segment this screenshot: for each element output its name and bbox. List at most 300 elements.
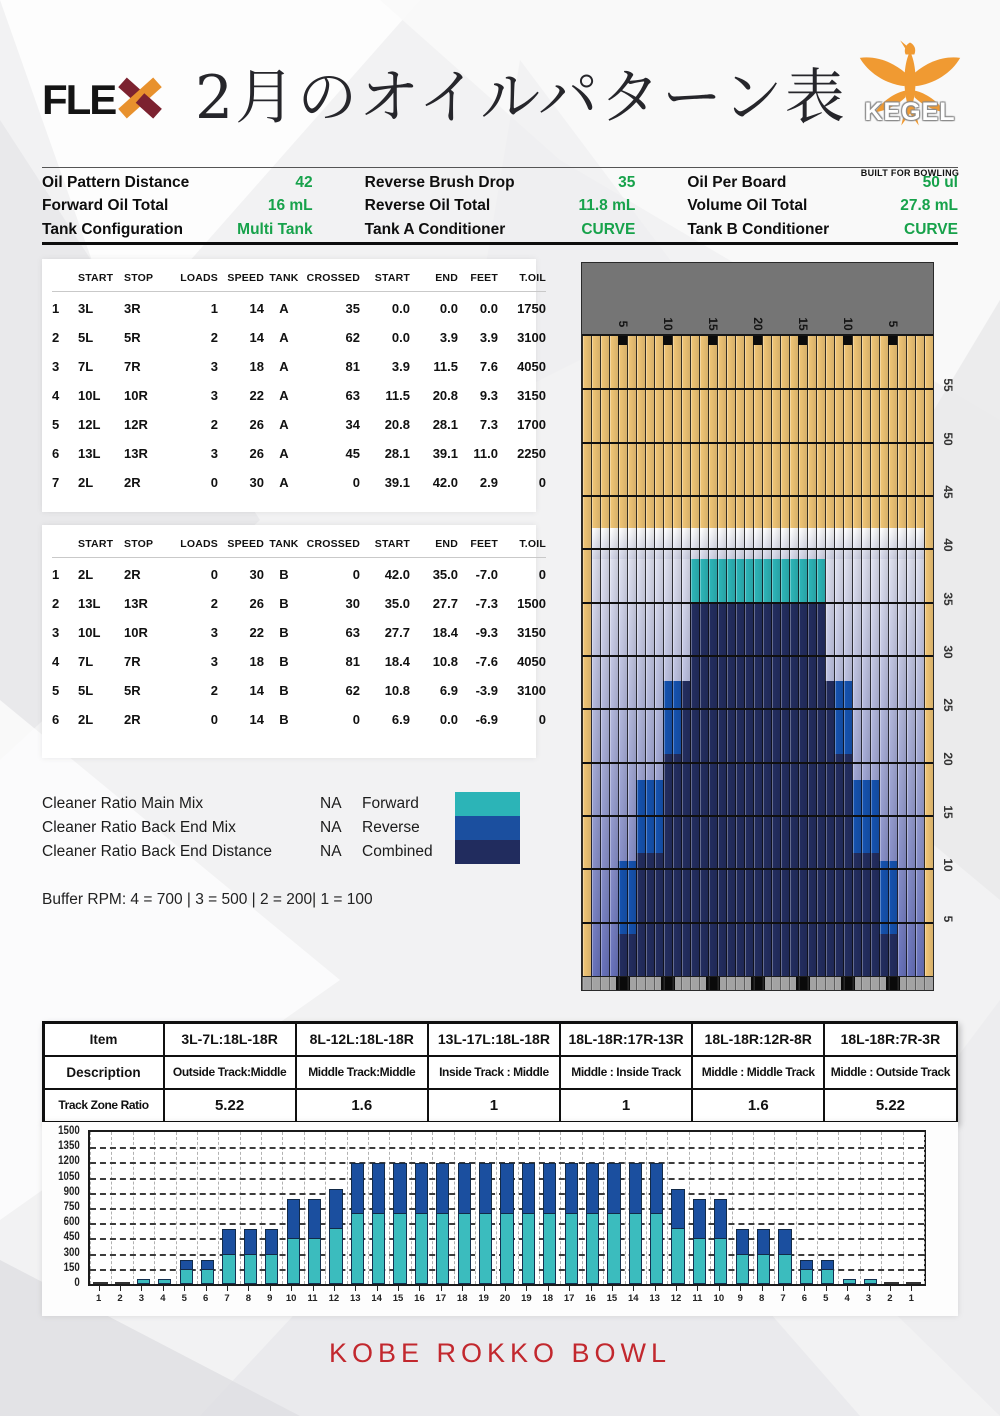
- bar-forward: [415, 1213, 428, 1284]
- info-cell: [42, 195, 313, 219]
- column-header: T.OIL: [519, 272, 546, 284]
- chart-bar-slot: [539, 1132, 560, 1284]
- header-rule: [52, 291, 546, 292]
- chart-bar-slot: [860, 1132, 881, 1284]
- chart-bar-slot: [496, 1132, 517, 1284]
- table-cell: 63: [345, 625, 360, 640]
- info-label: Tank Configuration: [42, 220, 183, 238]
- lane-zone-reverse: [663, 681, 681, 755]
- bar-forward: [329, 1228, 342, 1284]
- track-item-cell: 8L-12L:18L-18R: [297, 1024, 427, 1055]
- lane-zone-white_band: [591, 528, 924, 559]
- legend-label: Combined: [362, 843, 433, 860]
- chart-x-tick: [655, 1285, 656, 1291]
- table-cell: -3.9: [475, 683, 498, 698]
- bar-forward: [543, 1213, 556, 1284]
- chart-y-label: 600: [63, 1215, 80, 1229]
- chart-x-label: 6: [801, 1293, 808, 1304]
- column-header: T.OIL: [519, 538, 546, 550]
- table-cell: 5: [52, 683, 60, 698]
- chart-x-tick: [869, 1285, 870, 1291]
- distance-line-15: [582, 815, 933, 817]
- table-cell: 1500: [517, 596, 546, 611]
- info-label: Tank B Conditioner: [687, 220, 830, 238]
- chart-x-tick: [441, 1285, 442, 1291]
- table-cell: 30: [249, 567, 264, 582]
- table-cell: 3: [210, 359, 218, 374]
- bar-forward: [500, 1213, 513, 1284]
- page-title: 2月のオイルパターン表: [195, 63, 847, 133]
- chart-bar-slot: [111, 1132, 132, 1284]
- column-header: START: [78, 538, 114, 550]
- table-cell: 2R: [124, 567, 141, 582]
- bar-reverse: [800, 1260, 813, 1270]
- board-notch: [708, 336, 717, 345]
- bar-forward: [778, 1254, 791, 1284]
- track-row-header: Track Zone Ratio: [45, 1090, 163, 1121]
- table-cell: 2: [52, 596, 60, 611]
- table-cell: 42.0: [384, 567, 410, 582]
- table-cell: 5: [52, 417, 60, 432]
- table-cell: B: [279, 625, 289, 640]
- info-label: Oil Pattern Distance: [42, 173, 190, 191]
- table-cell: 20.8: [432, 388, 458, 403]
- chart-bar-slot: [603, 1132, 624, 1284]
- lane-distance-label: 25: [941, 698, 955, 712]
- bar-forward: [671, 1228, 684, 1284]
- chart-x-label: 1: [908, 1293, 914, 1304]
- bar-forward: [287, 1238, 300, 1284]
- info-cell: [365, 218, 636, 242]
- bar-reverse: [629, 1163, 642, 1214]
- info-label: Reverse Brush Drop: [364, 173, 515, 191]
- table-cell: A: [279, 417, 289, 432]
- info-value: CURVE: [581, 220, 636, 238]
- table-cell: 18: [249, 359, 264, 374]
- table-cell: 5R: [124, 683, 141, 698]
- tank-a-table: [42, 259, 546, 512]
- chart-bar-slot: [667, 1132, 688, 1284]
- table-cell: 6: [52, 446, 60, 461]
- center-name: KOBE ROKKO BOWL: [328, 1338, 672, 1368]
- table-cell: 0: [352, 567, 360, 582]
- table-cell: 26: [249, 417, 264, 432]
- bar-forward: [821, 1269, 834, 1284]
- chart-x-tick: [783, 1285, 784, 1291]
- chart-x-tick: [804, 1285, 805, 1291]
- column-header: TANK: [269, 538, 299, 550]
- table-cell: A: [279, 388, 289, 403]
- bar-reverse: [479, 1163, 492, 1214]
- oil-distribution-chart: [42, 1122, 958, 1316]
- chart-bar-slot: [774, 1132, 795, 1284]
- chart-x-label: 7: [780, 1293, 786, 1304]
- table-cell: -9.3: [475, 625, 498, 640]
- track-item-cell: 18L-18R:12R-8R: [693, 1024, 823, 1055]
- table-cell: 1750: [517, 301, 546, 316]
- lane-zone-forward: [690, 559, 825, 603]
- table-cell: 14: [249, 301, 264, 316]
- chart-x-tick: [676, 1285, 677, 1291]
- table-cell: 0: [538, 475, 546, 490]
- info-value: 11.8 mL: [578, 197, 636, 215]
- chart-bar-slot: [881, 1132, 902, 1284]
- table-cell: 22: [249, 388, 264, 403]
- lane-distance-label: 35: [941, 591, 955, 606]
- table-cell: 4050: [517, 654, 546, 669]
- table-cell: A: [279, 330, 289, 345]
- track-item-cell: 18L-18R:7R-3R: [825, 1024, 955, 1055]
- bar-reverse: [351, 1163, 364, 1214]
- table-cell: 10L: [78, 625, 101, 640]
- chart-x-tick: [355, 1285, 356, 1291]
- bar-zero: [115, 1282, 130, 1284]
- table-cell: 35.0: [384, 596, 410, 611]
- chart-bar-slot: [625, 1132, 646, 1284]
- table-cell: 3: [210, 625, 218, 640]
- bar-forward: [800, 1269, 813, 1284]
- chart-x-tick: [890, 1285, 891, 1291]
- distance-line-20: [582, 762, 933, 764]
- bar-forward: [180, 1269, 193, 1284]
- bar-forward: [372, 1213, 385, 1284]
- table-cell: 5L: [78, 683, 94, 698]
- table-cell: B: [279, 567, 289, 582]
- chart-bar-slot: [518, 1132, 539, 1284]
- bar-reverse: [458, 1163, 471, 1214]
- bar-zero: [884, 1282, 899, 1284]
- chart-x-tick: [847, 1285, 848, 1291]
- chart-plot-area: [88, 1130, 926, 1286]
- table-cell: 2: [52, 330, 60, 345]
- chart-bar-slot: [560, 1132, 581, 1284]
- track-row-header: Item: [45, 1024, 163, 1055]
- chart-x-label: 1: [96, 1293, 102, 1304]
- track-ratio-cell: 1.6: [693, 1090, 823, 1121]
- table-cell: 0: [210, 712, 218, 727]
- table-cell: B: [279, 596, 289, 611]
- track-zone-table: [42, 1021, 958, 1123]
- bar-forward: [201, 1269, 214, 1284]
- chart-x-label: 3: [865, 1293, 872, 1304]
- column-header: [52, 265, 78, 291]
- table-cell: 10.8: [384, 683, 410, 698]
- buffer-rpm-note: Buffer RPM: 4 = 700 | 3 = 500 | 2 = 200| 1 = 100: [42, 891, 373, 908]
- bar-reverse: [287, 1199, 300, 1240]
- chart-bar-slot: [411, 1132, 432, 1284]
- chart-vgrid: [924, 1132, 925, 1284]
- lane-zone-combined: [690, 603, 825, 681]
- bar-reverse: [543, 1163, 556, 1214]
- chart-bar-slot: [838, 1132, 859, 1284]
- bar-reverse: [222, 1229, 235, 1254]
- table-cell: 11.0: [473, 446, 498, 461]
- table-cell: 22: [249, 625, 264, 640]
- table-cell: 27.7: [384, 625, 410, 640]
- bar-forward: [137, 1279, 150, 1284]
- table-cell: 2R: [124, 475, 141, 490]
- chart-x-label: 2: [117, 1293, 123, 1304]
- chart-bar-slot: [90, 1132, 111, 1284]
- bar-reverse: [821, 1260, 834, 1270]
- marker-dot: [616, 977, 630, 990]
- table-cell: 0: [538, 712, 546, 727]
- distance-line-25: [582, 708, 933, 710]
- bar-forward: [436, 1213, 449, 1284]
- bar-forward: [607, 1213, 620, 1284]
- column-header: LOADS: [180, 538, 218, 550]
- table-cell: 18.4: [384, 654, 410, 669]
- track-description-cell: Middle Track:Middle: [297, 1057, 427, 1088]
- chart-y-label: 150: [63, 1261, 80, 1275]
- column-header: CROSSED: [306, 272, 360, 284]
- distance-line-10: [582, 868, 933, 870]
- chart-x-tick: [227, 1285, 228, 1291]
- info-value: 27.8 mL: [900, 197, 958, 215]
- table-cell: 0: [538, 567, 546, 582]
- table-cell: 3150: [517, 388, 546, 403]
- chart-x-label: 19: [521, 1293, 532, 1304]
- table-cell: 2: [210, 596, 218, 611]
- table-cell: 26: [249, 596, 264, 611]
- column-header: FEET: [470, 538, 498, 550]
- column-header: CROSSED: [306, 538, 360, 550]
- bar-reverse: [436, 1163, 449, 1214]
- bar-reverse: [586, 1163, 599, 1214]
- track-description-cell: Middle : Middle Track: [693, 1057, 823, 1088]
- chart-bar-slot: [176, 1132, 197, 1284]
- distance-line-40: [582, 548, 933, 550]
- distance-line-5: [582, 922, 933, 924]
- kegel-logo-text: KEGEL: [864, 98, 956, 126]
- board-notch: [618, 336, 627, 345]
- info-cell: [365, 195, 636, 219]
- table-cell: 6: [52, 712, 60, 727]
- chart-y-label: 450: [63, 1231, 80, 1244]
- table-cell: 3150: [517, 625, 546, 640]
- info-value: 35: [618, 173, 636, 191]
- chart-x-label: 13: [350, 1293, 361, 1304]
- info-label: Oil Per Board: [687, 173, 787, 191]
- table-cell: 3: [210, 388, 218, 403]
- column-header: END: [435, 272, 458, 284]
- chart-x-label: 4: [160, 1293, 166, 1304]
- table-cell: B: [279, 683, 289, 698]
- table-cell: 20.8: [384, 417, 410, 432]
- info-rule-top: [42, 167, 958, 168]
- board-notch: [753, 336, 762, 345]
- tank-b-table: [42, 525, 546, 758]
- table-cell: 0.0: [479, 301, 498, 316]
- marker-dot: [886, 977, 900, 990]
- column-header: FEET: [470, 272, 498, 284]
- chart-x-label: 7: [224, 1293, 230, 1304]
- table-cell: 5L: [78, 330, 94, 345]
- marker-dot: [706, 977, 720, 990]
- table-cell: 11.5: [385, 388, 410, 403]
- chart-y-label: 900: [63, 1185, 80, 1199]
- bar-reverse: [650, 1163, 663, 1214]
- table-cell: 39.1: [384, 475, 410, 490]
- chart-x-tick: [612, 1285, 613, 1291]
- chart-x-tick: [526, 1285, 527, 1291]
- chart-x-label: 8: [245, 1293, 252, 1304]
- chart-bar-slot: [282, 1132, 303, 1284]
- table-cell: 0.0: [439, 712, 458, 727]
- table-cell: 26: [249, 446, 264, 461]
- chart-x-label: 15: [606, 1293, 618, 1304]
- chart-x-tick: [313, 1285, 314, 1291]
- cleaner-label: Cleaner Ratio Back End Distance: [42, 843, 273, 860]
- table-cell: 3100: [517, 330, 546, 345]
- table-cell: 62: [345, 330, 360, 345]
- table-cell: 14: [249, 330, 264, 345]
- distance-line-45: [582, 495, 933, 497]
- flex-logo: [42, 70, 202, 130]
- table-cell: 7L: [78, 359, 94, 374]
- table-cell: 3: [210, 446, 218, 461]
- cleaner-value: NA: [320, 819, 342, 836]
- distance-line-35: [582, 602, 933, 604]
- table-cell: 7L: [78, 654, 94, 669]
- bar-forward: [351, 1213, 364, 1284]
- chart-bar-slot: [710, 1132, 731, 1284]
- table-cell: 10R: [124, 625, 148, 640]
- pin-deck-board-number: 10: [660, 317, 675, 331]
- column-header: SPEED: [227, 272, 264, 284]
- chart-x-label: 19: [478, 1293, 489, 1304]
- chart-bar-slot: [389, 1132, 410, 1284]
- info-cell: [42, 171, 313, 195]
- chart-y-label: 1050: [58, 1170, 80, 1183]
- pin-deck-board-number: 5: [885, 320, 900, 328]
- bar-reverse: [201, 1260, 214, 1270]
- lane-distance-label: 50: [941, 431, 955, 446]
- chart-x-tick: [99, 1285, 100, 1291]
- table-cell: 2L: [78, 567, 94, 582]
- column-header: STOP: [124, 272, 154, 284]
- lane-distance-label: 40: [941, 538, 955, 552]
- distance-line-50: [582, 442, 933, 444]
- chart-x-label: 18: [456, 1293, 468, 1304]
- table-cell: 7.6: [479, 359, 498, 374]
- chart-x-tick: [569, 1285, 570, 1291]
- table-cell: -7.3: [475, 596, 498, 611]
- bar-forward: [864, 1279, 877, 1284]
- chart-bar-slot: [154, 1132, 175, 1284]
- table-cell: 5R: [124, 330, 141, 345]
- table-cell: A: [279, 475, 289, 490]
- table-cell: 7.3: [479, 417, 498, 432]
- board-notch: [663, 336, 672, 345]
- table-cell: 2R: [124, 712, 141, 727]
- bar-forward: [244, 1254, 257, 1284]
- table-cell: 3.9: [391, 359, 410, 374]
- kegel-logo-tagline: BUILT FOR BOWLING: [860, 168, 960, 178]
- bar-forward: [736, 1254, 749, 1284]
- tank-a-grid: [52, 265, 546, 497]
- table-cell: -7.6: [475, 654, 498, 669]
- chart-bar-slot: [218, 1132, 239, 1284]
- chart-x-label: 11: [692, 1293, 703, 1304]
- chart-x-tick: [206, 1285, 207, 1291]
- track-item-cell: 3L-7L:18L-18R: [165, 1024, 295, 1055]
- bar-reverse: [308, 1199, 321, 1240]
- info-value: 50 ul: [922, 173, 958, 191]
- chart-y-label: 1350: [58, 1139, 80, 1153]
- bar-reverse: [671, 1189, 684, 1230]
- chart-bar-slot: [197, 1132, 218, 1284]
- board-notch: [798, 336, 807, 345]
- table-cell: 4050: [517, 359, 546, 374]
- chart-bar-slot: [796, 1132, 817, 1284]
- table-cell: 27.7: [432, 596, 458, 611]
- table-cell: 3L: [78, 301, 94, 316]
- chart-bar-slot: [432, 1132, 453, 1284]
- chart-bar-slot: [582, 1132, 603, 1284]
- chart-x-label: 14: [371, 1293, 382, 1304]
- info-value: CURVE: [904, 220, 958, 238]
- table-cell: 42.0: [432, 475, 458, 490]
- pin-deck-board-number: 15: [795, 317, 810, 331]
- table-cell: 13R: [124, 596, 148, 611]
- distance-line-30: [582, 655, 933, 657]
- tank-b-grid: [52, 531, 546, 734]
- info-value: 42: [295, 173, 313, 191]
- table-cell: A: [279, 359, 289, 374]
- bar-forward: [158, 1279, 171, 1284]
- chart-x-label: 10: [285, 1293, 297, 1304]
- info-rule-bottom: [42, 242, 958, 245]
- chart-x-tick: [462, 1285, 463, 1291]
- chart-bar-slot: [753, 1132, 774, 1284]
- table-cell: -6.9: [475, 712, 498, 727]
- chart-y-label: 750: [63, 1200, 80, 1214]
- bar-reverse: [607, 1163, 620, 1214]
- info-cell: [42, 218, 313, 242]
- chart-bar-slot: [261, 1132, 282, 1284]
- table-cell: 28.1: [432, 417, 458, 432]
- bar-reverse: [393, 1163, 406, 1214]
- chart-bar-slot: [646, 1132, 667, 1284]
- table-cell: 62: [345, 683, 360, 698]
- kegel-logo: [850, 36, 970, 178]
- table-cell: 4: [52, 654, 60, 669]
- column-header: TANK: [269, 272, 299, 284]
- pin-deck-board-number: 15: [705, 317, 720, 331]
- table-cell: 2250: [517, 446, 546, 461]
- table-cell: 0: [352, 475, 360, 490]
- chart-x-tick: [163, 1285, 164, 1291]
- table-cell: 2.9: [479, 475, 498, 490]
- chart-bar-slot: [325, 1132, 346, 1284]
- track-ratio-cell: 1: [561, 1090, 691, 1121]
- table-cell: 35: [345, 301, 360, 316]
- table-cell: 3R: [124, 301, 141, 316]
- legend-label: Forward: [362, 795, 419, 812]
- column-header: END: [435, 538, 458, 550]
- table-cell: 18: [249, 654, 264, 669]
- bar-reverse: [693, 1199, 706, 1240]
- bar-forward: [222, 1254, 235, 1284]
- bar-forward: [693, 1238, 706, 1284]
- chart-bar-slot: [689, 1132, 710, 1284]
- lane-zone-combined: [618, 934, 897, 976]
- chart-y-label: 1200: [58, 1155, 80, 1168]
- bar-forward: [757, 1254, 770, 1284]
- table-cell: 13R: [124, 446, 148, 461]
- flex-logo-x-icon: [117, 76, 163, 125]
